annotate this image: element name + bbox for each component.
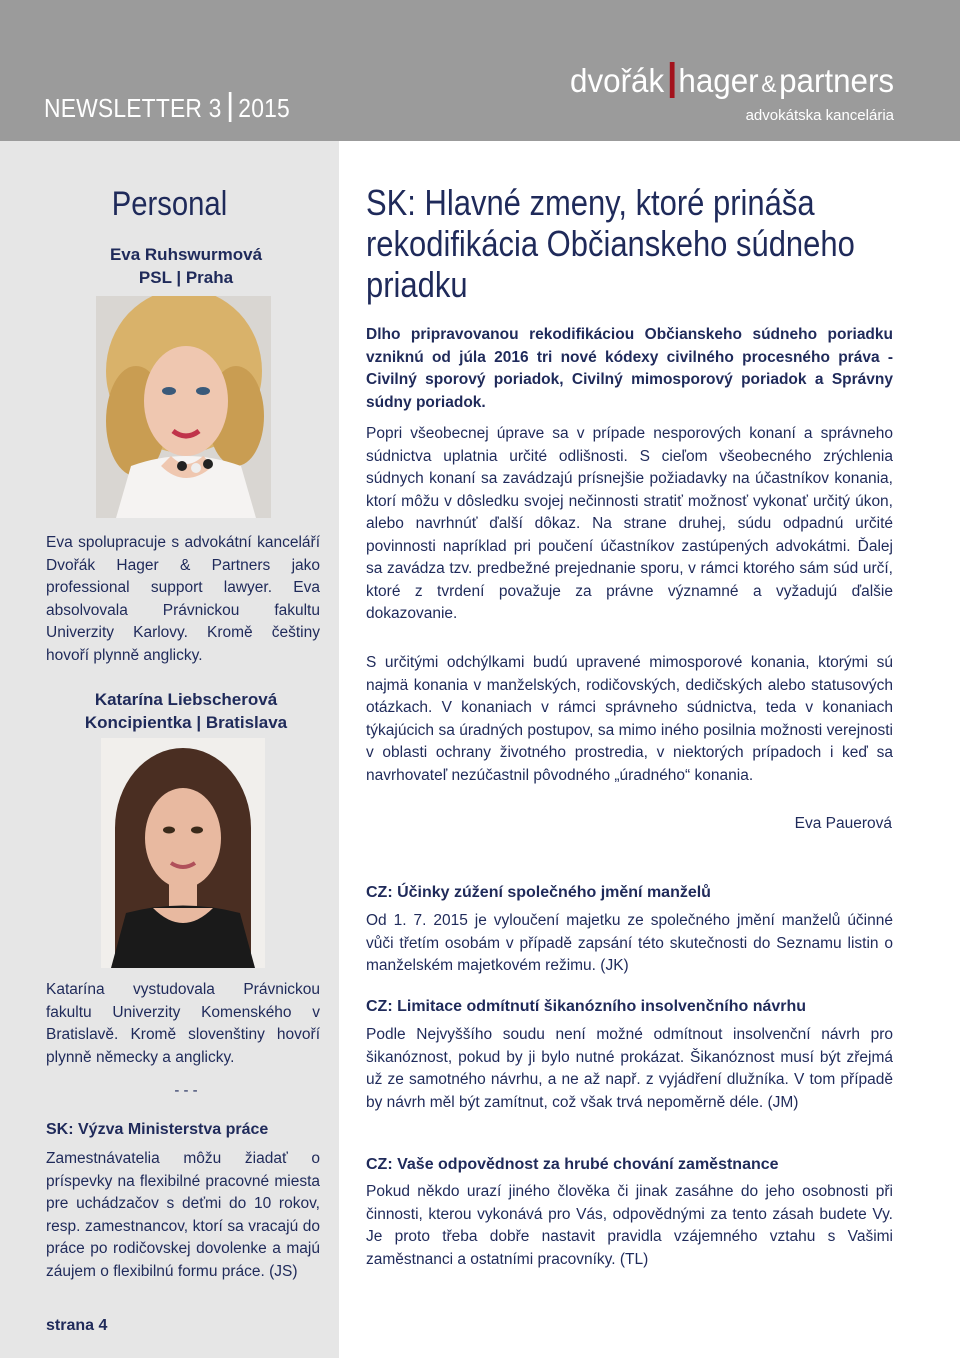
article-author: Eva Pauerová <box>794 815 892 832</box>
logo-subtitle: advokátska kancelária <box>745 107 894 124</box>
person1-name: Eva Ruhswurmová <box>109 245 263 264</box>
article-lead: Dlho pripravovanou rekodifikáciou Občianskeho súdneho poriadku vzniknú od júla 2016 tri nové kódexy civilného procesného práva - Civilný sporový poriadok, Civilný mimosporový poriadok a Správny súdny poriadok. <box>366 326 893 411</box>
logo-text-partners: partners <box>778 62 894 99</box>
logo-ampersand: & <box>761 71 777 98</box>
section-text-1: Od 1. 7. 2015 je vyloučení majetku ze společného jmění manželů účinné vůči třetím osobám v případě zapsání této skutečnosti do Seznamu listin o manželském majetkovém režimu. (JK) <box>366 912 893 974</box>
page-number: strana 4 <box>46 1317 108 1334</box>
sidebar-heading: Personal <box>111 185 228 223</box>
person1-role: PSL | Praha <box>138 268 234 287</box>
section-title-3: CZ: Vaše odpovědnost za hrubé chování zaměstnance <box>366 1156 779 1173</box>
firm-logo <box>570 62 894 100</box>
section-title-2: CZ: Limitace odmítnutí šikanózního insolvenčního návrhu <box>366 998 807 1015</box>
person1-bio: Eva spolupracuje s advokátní kanceláří Dvořák Hager & Partners jako professional support lawyer. Eva absolvovala Právnickou fakultu Univerzity Karlovy. Kromě češtiny hovoří plynně anglicky. <box>46 534 320 664</box>
newsletter-year: 2015 <box>238 93 290 123</box>
section-text-3: Pokud někdo urazí jiného člověka či jinak zasáhne do jeho osobnosti při činnosti, kterou vykonává pro Vás, odpovědnými za tento zásah budete Vy. Je proto třeba dobře nastavit pravidla vzájemného vztahu s Vašimi zaměstnanci a ostatními pracovníky. (TL) <box>366 1183 893 1268</box>
article-paragraph-2: S určitými odchýlkami budú upravené mimosporové konania, ktorými sú najmä konania v manželských, rodičovských, dedičských alebo statusových otázkach. V konaniach v rámci správneho súdnictva, teda v konaniach týkajúcich sa úradných postupov, sa mimo iného posilnia možnosti verejnosti v oblasti ochrany životného prostredia, v niektorých prípadoch i keď sa navrhovateľ nezúčastnil pôvodného „úradného“ konania. <box>366 654 893 784</box>
main-article-title: SK: Hlavné zmeny, ktoré prináša rekodifikácia Občianskeho súdneho priadku <box>366 182 855 305</box>
title-separator <box>229 92 232 122</box>
person1-photo <box>96 296 271 518</box>
separator-dashes: - - - <box>174 1082 198 1099</box>
newsletter-title <box>44 92 290 124</box>
logo-text-hager: hager <box>678 62 759 99</box>
article-paragraph-1: Popri všeobecnej úprave sa v prípade nesporových konaní a správneho súdnictva uplatnia určité odlišnosti. S cieľom všeobecného zrýchlenia súdnych konaní sa zavádzajú prísnejšie požiadavky na účastníkov konania, ktorí môžu v dôsledku svojej nečinnosti stratiť možnosť vykonať určitý úkon, alebo navrhnúť ďalší dôkaz. Na strane druhej, súdu odpadnú určité povinnosti napríklad pri poučení účastníkov zastúpených advokátmi. Ďalej sa zavádza tzv. predbežné prejednanie sporu, v rámci ktorého sám súd určí, ktoré z tvrdení považuje za právne významné a vyžadujú ďalšie dokazovanie. <box>366 425 893 622</box>
section-text-2: Podle Nejvyššího soudu není možné odmítnout insolvenční návrh pro šikanóznost, pokud by ji bylo nutné prokázat. Šikanóznost musí být zřejmá už ze samotného návrhu, a ne až např. z vyjádření dlužníka. V tom případě by návrh měl být zamítnut, což však trvá nepoměrně déle. (JM) <box>366 1026 893 1111</box>
sidebar-section-title: SK: Výzva Ministerstva práce <box>46 1121 269 1138</box>
person2-bio: Katarína vystudovala Právnickou fakultu Univerzity Komenského v Bratislavě. Kromě slovenštiny hovoří plynně německy a anglicky. <box>46 981 320 1066</box>
newsletter-label: NEWSLETTER 3 <box>44 93 222 123</box>
logo-red-bar <box>670 62 675 98</box>
page-header <box>0 0 960 141</box>
person2-photo <box>101 738 265 968</box>
person2-name: Katarína Liebscherová <box>94 690 278 709</box>
sidebar-section-text: Zamestnávatelia môžu žiadať o príspevky na flexibilné pracovné miesta pre uchádzačov s deťmi do 10 rokov, resp. zamestnancov, ktorí sa vracajú do práce po rodičovskej dovolenke a majú záujem o flexibilnú formu práce. (JS) <box>46 1150 320 1280</box>
logo-text-dvorak: dvořák <box>569 62 665 99</box>
person2-role: Koncipientka | Bratislava <box>84 713 288 732</box>
section-title-1: CZ: Účinky zúžení společného jmění manželů <box>366 884 711 901</box>
